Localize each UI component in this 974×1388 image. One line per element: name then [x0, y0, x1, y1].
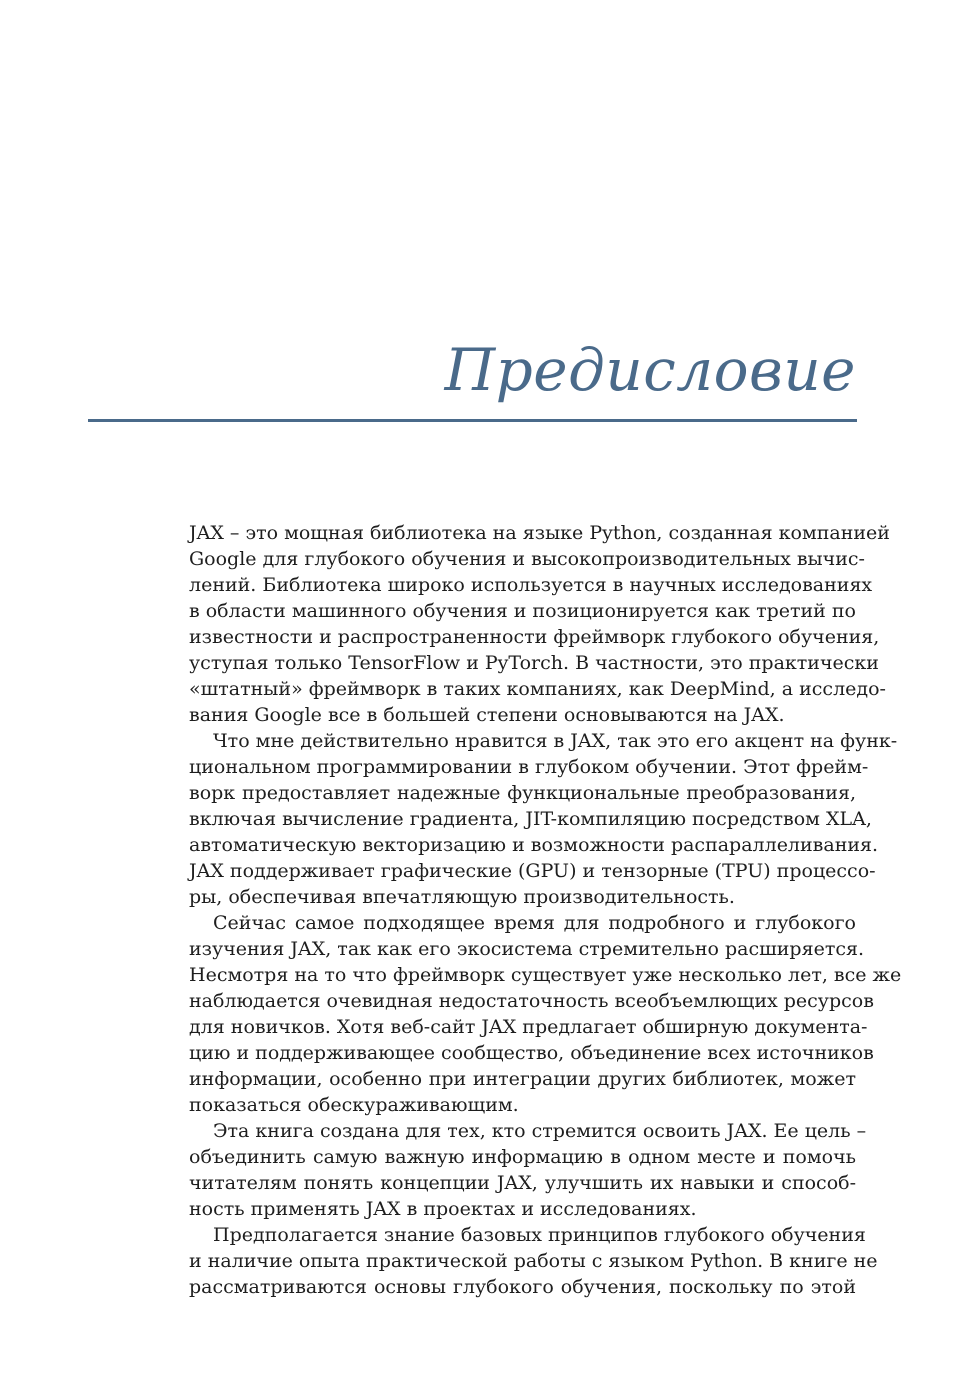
text-line: JAX поддерживает графические (GPU) и тензорные (TPU) процессо- [189, 860, 876, 882]
text-line: ность применять JAX в проектах и исследованиях. [189, 1198, 697, 1220]
text-line: автоматическую векторизацию и возможности распараллеливания. [189, 834, 879, 856]
text-line: JAX – это мощная библиотека на языке Python, созданная компанией [189, 522, 890, 544]
text-line: объединить самую важную информацию в одном месте и помочь [189, 1146, 856, 1168]
text-line: Сейчас самое подходящее время для подробного и глубокого [213, 912, 856, 934]
text-line: информации, особенно при интеграции других библиотек, может [189, 1068, 856, 1090]
text-line: и наличие опыта практической работы с языком Python. В книге не [189, 1250, 878, 1272]
title-underline [88, 419, 857, 422]
text-line: для новичков. Хотя веб-сайт JAX предлагает обширную документа- [189, 1016, 868, 1038]
text-line: читателям понять концепции JAX, улучшить их навыки и способ- [189, 1172, 856, 1194]
text-line: Google для глубокого обучения и высокопроизводительных вычис- [189, 548, 865, 570]
text-line: известности и распространенности фреймворк глубокого обучения, [189, 626, 880, 648]
text-line: лений. Библиотека широко используется в научных исследованиях [189, 574, 873, 596]
text-line: уступая только TensorFlow и PyTorch. В частности, это практически [189, 652, 879, 674]
text-line: циональном программировании в глубоком обучении. Этот фрейм- [189, 756, 869, 778]
body-text [189, 520, 902, 1300]
text-line: ворк предоставляет надежные функциональные преобразования, [189, 782, 856, 804]
text-line: цию и поддерживающее сообщество, объединение всех источников [189, 1042, 874, 1064]
text-line: вания Google все в большей степени основываются на JAX. [189, 704, 785, 726]
text-line: наблюдается очевидная недостаточность всеобъемлющих ресурсов [189, 990, 874, 1012]
text-line: изучения JAX, так как его экосистема стремительно расширяется. [189, 938, 865, 960]
text-line: Эта книга создана для тех, кто стремится освоить JAX. Ее цель – [213, 1120, 867, 1142]
text-line: показаться обескураживающим. [189, 1094, 519, 1116]
text-line: в области машинного обучения и позиционируется как третий по [189, 600, 856, 622]
chapter-title: Предисловие [444, 336, 856, 404]
text-line: Что мне действительно нравится в JAX, так это его акцент на функ- [213, 730, 898, 752]
text-line: ры, обеспечивая впечатляющую производительность. [189, 886, 735, 908]
text-line: Предполагается знание базовых принципов глубокого обучения [213, 1224, 866, 1246]
text-line: рассматриваются основы глубокого обучения, поскольку по этой [189, 1276, 856, 1298]
text-line: включая вычисление градиента, JIT-компиляцию посредством XLA, [189, 808, 872, 830]
text-line: Несмотря на то что фреймворк существует уже несколько лет, все же [189, 964, 902, 986]
text-line: «штатный» фреймворк в таких компаниях, как DeepMind, а исследо- [189, 678, 886, 700]
